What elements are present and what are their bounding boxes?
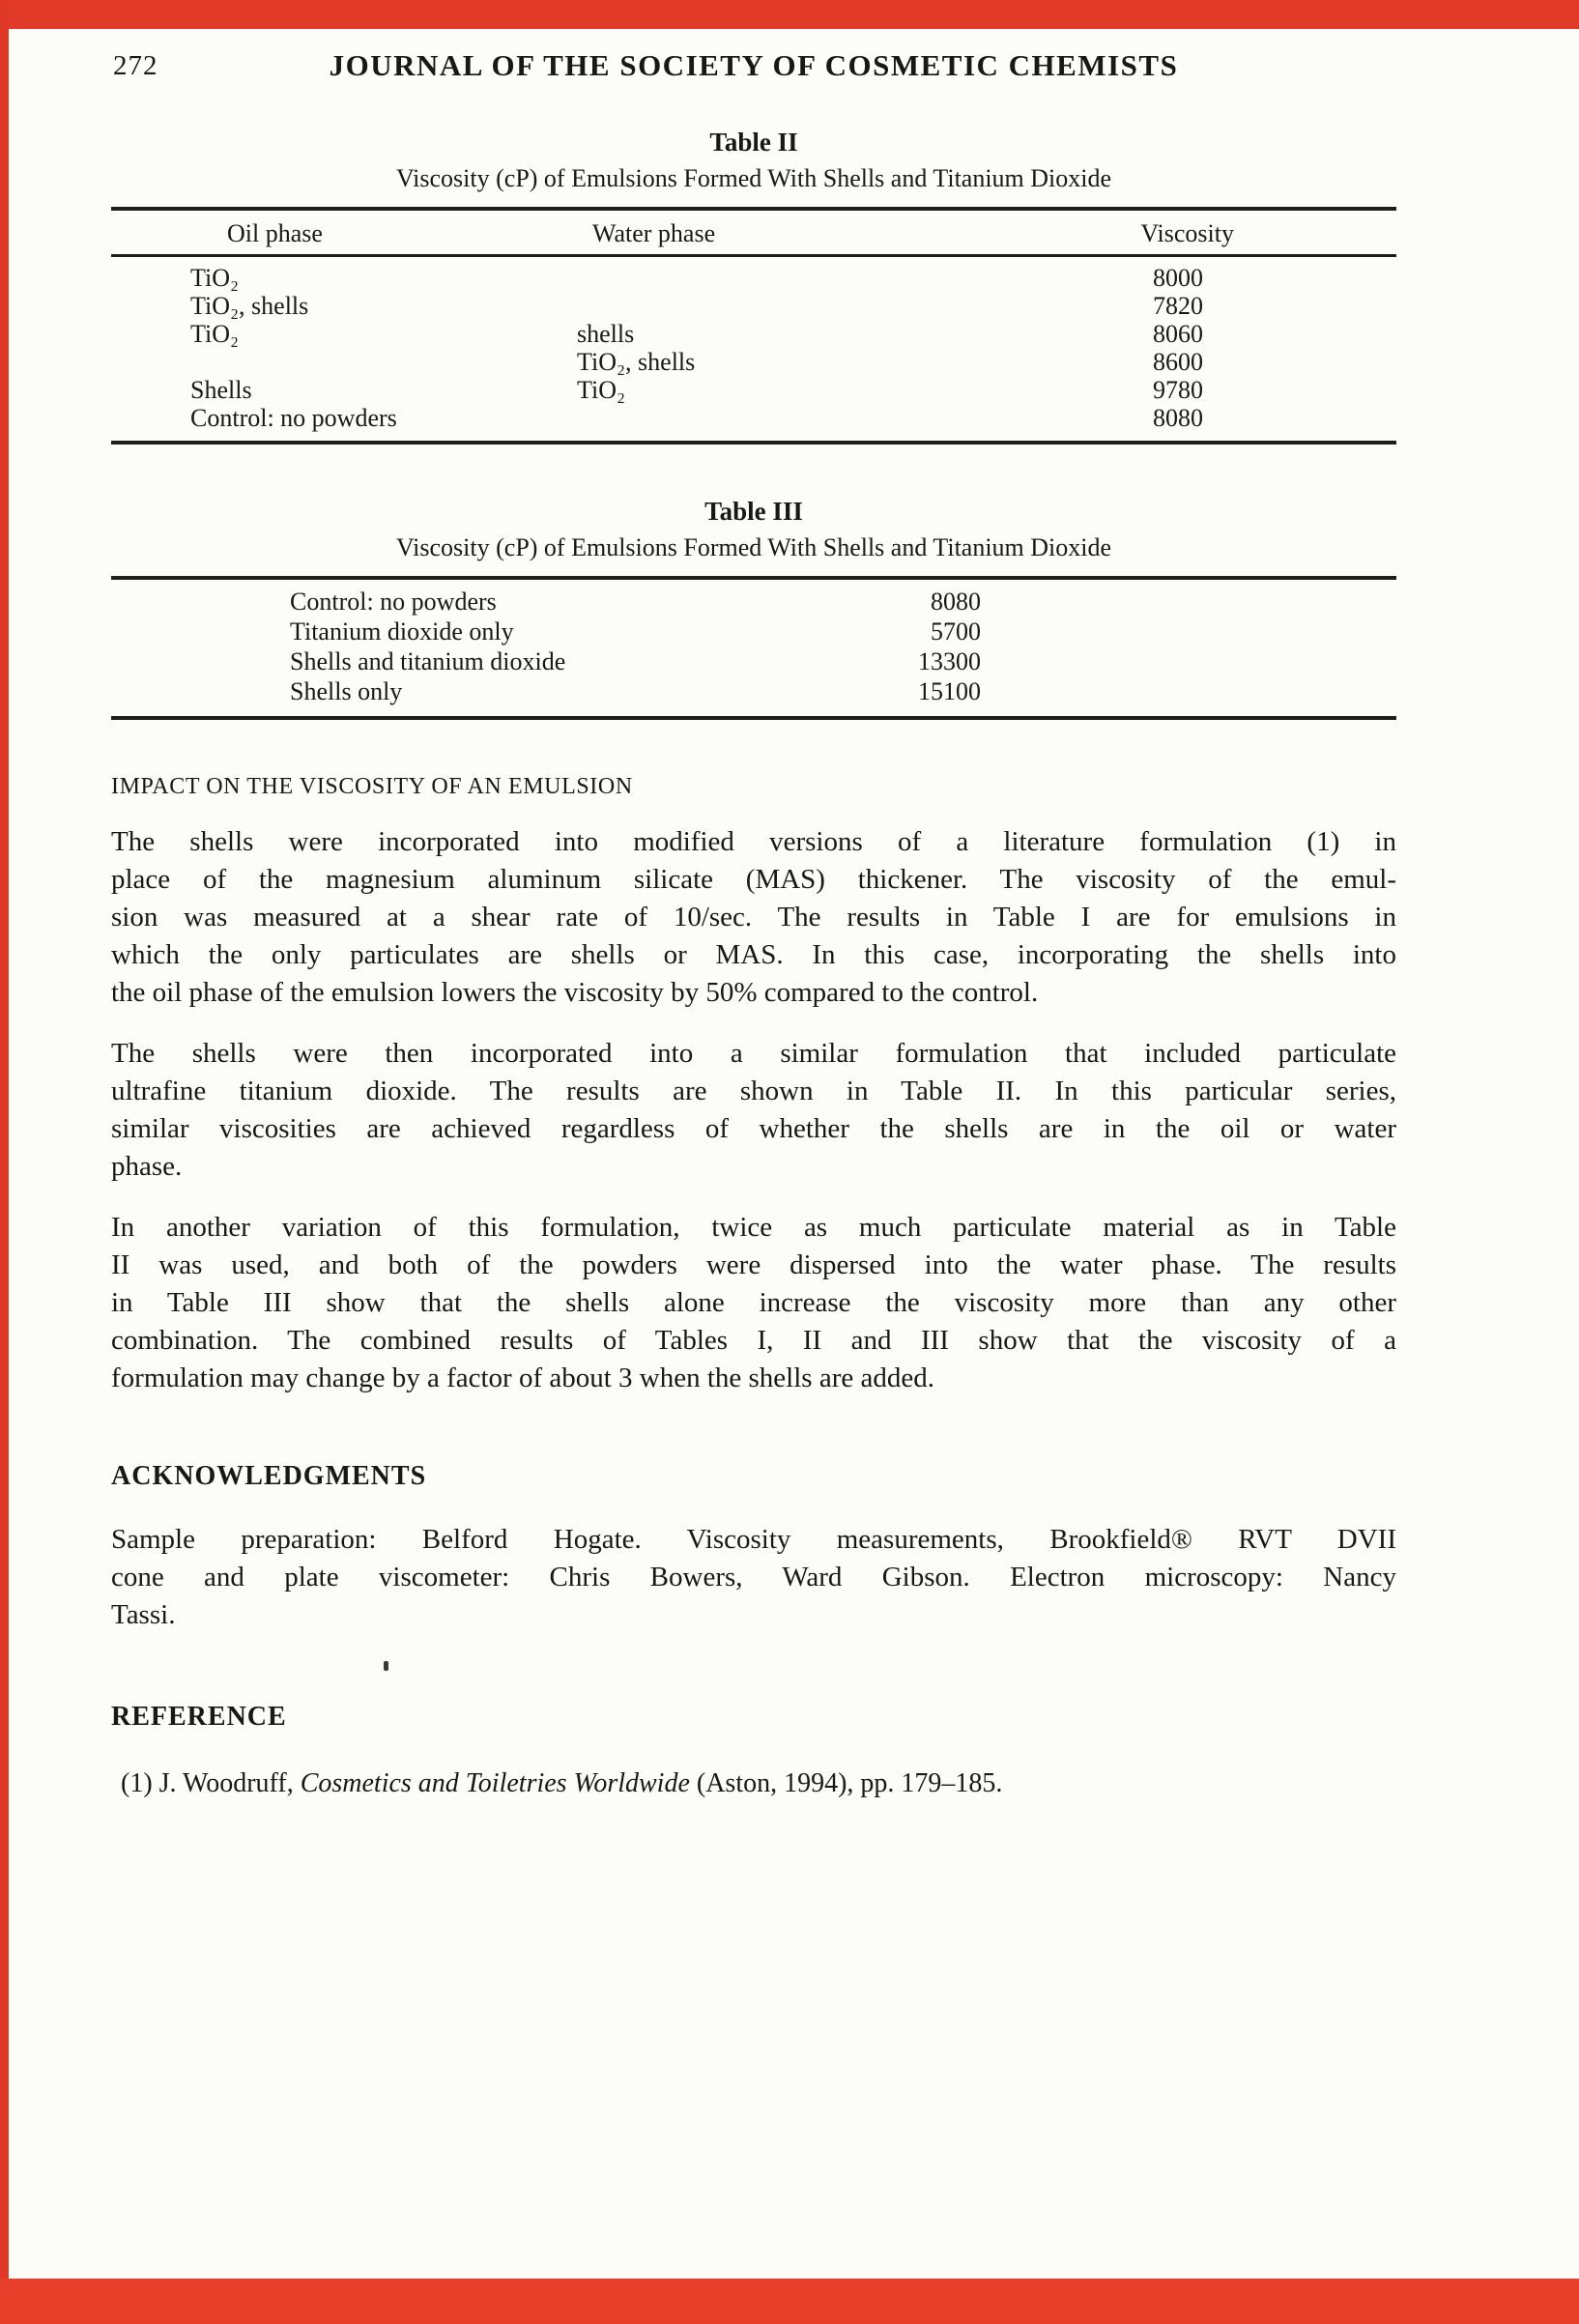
cell-water-phase: TiO₂, shells [577,348,696,376]
journal-title: JOURNAL OF THE SOCIETY OF COSMETIC CHEMISTS [329,48,1179,82]
table-2-col-oil-phase: Oil phase [227,219,323,247]
table-2-col-water-phase: Water phase [592,219,716,247]
paragraph-line: formulation may change by a factor of about 3 when the shells are added. [111,1363,934,1393]
cell-water-phase: TiO₂ [577,376,626,404]
cell-viscosity: 8000 [1153,264,1203,292]
paragraph-line: place of the magnesium aluminum silicate (MAS) thickener. The viscosity of the emul- [111,864,1396,895]
paragraph-line: In another variation of this formulation, twice as much particulate material as in Table [111,1212,1396,1243]
cell-water-phase [548,404,973,432]
cell-viscosity: 8080 [931,588,981,616]
scan-speck-artifact [384,1661,388,1671]
paragraph-line: similar viscosities are achieved regardless of whether the shells are in the oil or water [111,1113,1396,1144]
table-3-rule-bottom [111,716,1396,720]
paragraph-line: the oil phase of the emulsion lowers the viscosity by 50% compared to the control. [111,977,1039,1008]
reference-prefix: (1) J. Woodruff, [121,1768,301,1798]
table-3-body [111,580,1396,716]
cell-viscosity: 9780 [1153,376,1203,404]
paragraph-line: which the only particulates are shells or MAS. In this case, incorporating the shells into [111,939,1396,970]
table-row [111,292,1396,320]
table-row [111,617,1396,646]
scan-edge-left [0,0,9,2324]
paragraph-2 [111,1035,1396,1186]
cell-oil-phase: Control: no powders [190,404,397,432]
reference-suffix: (Aston, 1994), pp. 179–185. [689,1768,1003,1798]
table-row [111,676,1396,706]
table-3 [111,497,1396,720]
cell-viscosity: 8080 [1153,404,1203,432]
table-3-subtitle: Viscosity (cP) of Emulsions Formed With Shells and Titanium Dioxide [395,533,1112,561]
cell-viscosity: 8600 [1153,348,1203,376]
table-row [111,264,1396,292]
cell-viscosity: 5700 [931,617,981,646]
cell-oil-phase [111,348,548,376]
cell-oil-phase: TiO₂, shells [190,292,309,320]
table-2-header-row [111,211,1396,254]
table-row [111,348,1396,376]
paragraph-line: The shells were incorporated into modified versions of a literature formulation (1) in [111,826,1396,857]
cell-condition: Shells only [290,677,403,705]
paragraph-line: sion was measured at a shear rate of 10/sec. The results in Table I are for emulsions in [111,902,1396,932]
page-number: 272 [113,50,158,81]
acknowledgments-section [111,1461,1396,1634]
running-header [111,48,1396,91]
section-heading-reference: REFERENCE [111,1702,287,1732]
cell-viscosity: 8060 [1153,320,1203,348]
cell-condition: Shells and titanium dioxide [290,647,566,675]
cell-oil-phase: TiO₂ [190,264,240,292]
table-row [111,320,1396,348]
paragraph-line: The shells were then incorporated into a similar formulation that included particulate [111,1038,1396,1069]
paragraph-line: Tassi. [111,1599,176,1630]
table-2-col-viscosity: Viscosity [1140,219,1234,247]
paragraph-line: phase. [111,1151,183,1182]
cell-viscosity: 13300 [918,647,981,675]
section-heading-acknowledgments: ACKNOWLEDGMENTS [111,1461,427,1491]
reference-section [111,1702,1396,1802]
table-2-body [111,257,1396,441]
table-row [111,587,1396,617]
paragraph-3 [111,1209,1396,1397]
paragraph-line: Sample preparation: Belford Hogate. Viscosity measurements, Brookfield® RVT DVII [111,1524,1396,1555]
cell-water-phase: shells [577,320,635,348]
cell-viscosity: 7820 [1153,292,1203,320]
cell-condition: Control: no powders [290,588,497,616]
cell-water-phase [548,292,973,320]
cell-condition: Titanium dioxide only [290,617,514,646]
table-2-subtitle: Viscosity (cP) of Emulsions Formed With Shells and Titanium Dioxide [395,164,1112,192]
cell-viscosity: 15100 [918,677,981,705]
paragraph-line: in Table III show that the shells alone increase the viscosity more than any other [111,1287,1396,1318]
cell-oil-phase: TiO₂ [190,320,240,348]
paragraph-line: ultrafine titanium dioxide. The results are shown in Table II. In this particular series, [111,1076,1396,1106]
scan-edge-bottom [0,2279,1579,2324]
page-content [111,48,1396,1802]
reference-entry [111,1765,1396,1802]
paragraph-1 [111,823,1396,1012]
table-row [111,646,1396,676]
cell-oil-phase: Shells [190,376,252,404]
acknowledgments-paragraph [111,1521,1396,1634]
section-heading-impact: IMPACT ON THE VISCOSITY OF AN EMULSION [111,774,633,799]
reference-title-italic: Cosmetics and Toiletries Worldwide [300,1768,690,1798]
table-row [111,404,1396,432]
paragraph-line: cone and plate viscometer: Chris Bowers, Ward Gibson. Electron microscopy: Nancy [111,1562,1396,1592]
table-2 [111,128,1396,445]
paragraph-line: II was used, and both of the powders were dispersed into the water phase. The results [111,1249,1396,1280]
table-3-title: Table III [704,497,803,526]
scan-edge-top [0,0,1579,29]
table-row [111,376,1396,404]
paragraph-line: combination. The combined results of Tables I, II and III show that the viscosity of a [111,1325,1396,1356]
cell-water-phase [548,264,973,292]
table-2-rule-bottom [111,441,1396,445]
table-2-title: Table II [709,128,798,157]
